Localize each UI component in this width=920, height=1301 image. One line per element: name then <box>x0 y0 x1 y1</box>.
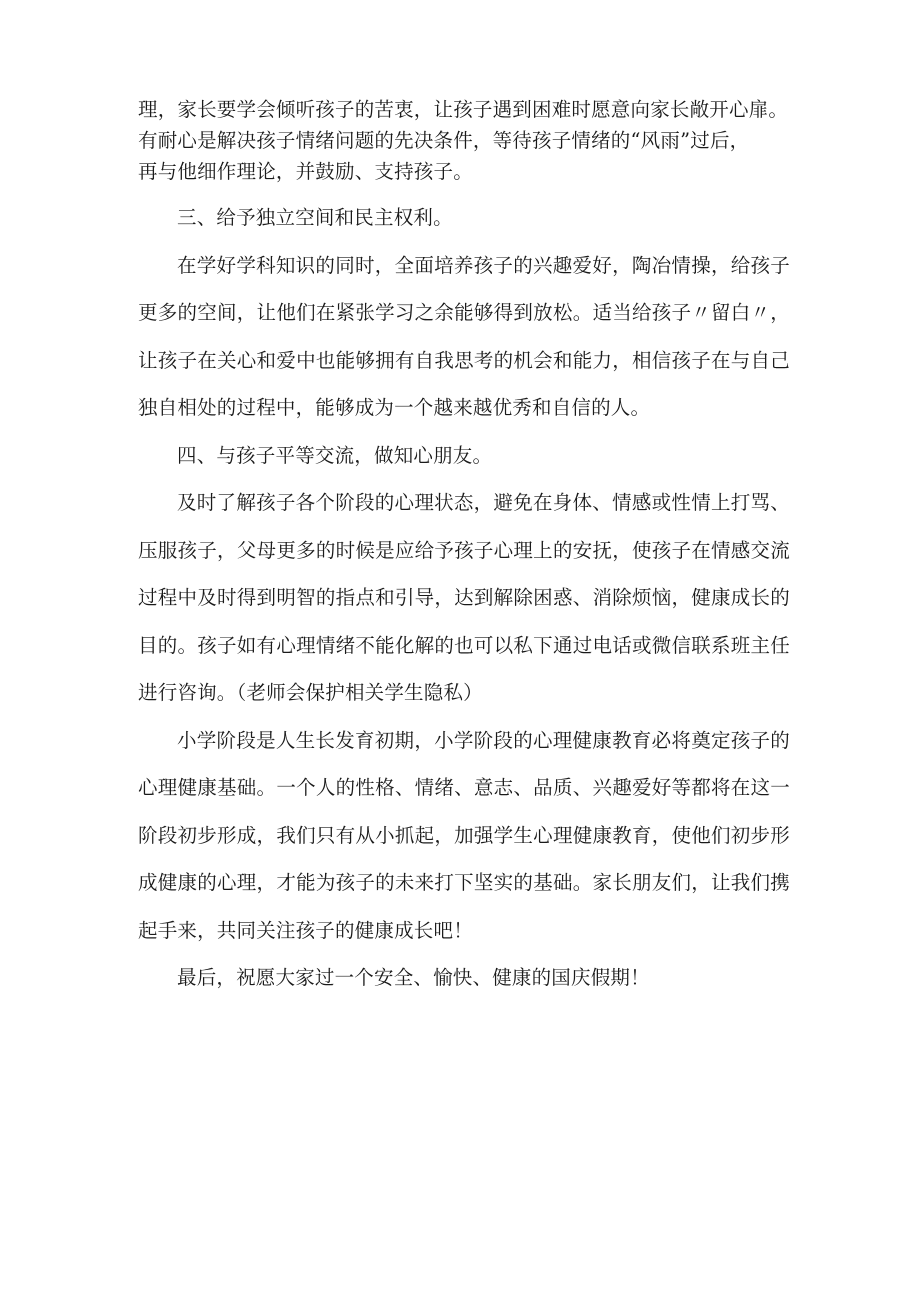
section-3-body: 在学好学科知识的同时，全面培养孩子的兴趣爱好，陶冶情操，给孩子更多的空间，让他们在紧张学习之余能够得到放松。适当给孩子〃留白〃，让孩子在关心和爱中也能够拥有自我思考的机会和能力，相信孩子在与自己独自相处的过程中，能够成为一个越来越优秀和自信的人。 <box>138 253 790 419</box>
section-3-heading: 三、给予独立空间和民主权利。 <box>177 206 453 229</box>
intro-paragraph <box>138 94 790 187</box>
intro-line: 有耐心是解决孩子情绪问题的先决条件，等待孩子情绪的“风雨”过后， <box>138 129 750 152</box>
document-body <box>138 94 790 1002</box>
intro-line: 再与他细作理论，并鼓励、支持孩子。 <box>138 160 473 183</box>
closing-paragraph: 最后，祝愿大家过一个安全、愉快、健康的国庆假期！ <box>177 966 650 989</box>
section-4-body: 及时了解孩子各个阶段的心理状态，避免在身体、情感或性情上打骂、压服孩子，父母更多的时候是应给予孩子心理上的安抚，使孩子在情感交流过程中及时得到明智的指点和引导，达到解除困惑、消除烦恼，健康成长的目的。孩子如有心理情绪不能化解的也可以私下通过电话或微信联系班主任进行咨询。（老师会保护相关学生隐私） <box>138 491 790 704</box>
summary-paragraph: 小学阶段是人生长发育初期，小学阶段的心理健康教育必将奠定孩子的心理健康基础。一个人的性格、情绪、意志、品质、兴趣爱好等都将在这一阶段初步形成，我们只有从小抓起，加强学生心理健康教育，使他们初步形成健康的心理，才能为孩子的未来打下坚实的基础。家长朋友们，让我们携起手来，共同关注孩子的健康成长吧！ <box>138 728 790 942</box>
section-4-heading: 四、与孩子平等交流，做知心朋友。 <box>177 443 493 467</box>
intro-line: 理，家长要学会倾听孩子的苦衷，让孩子遇到困难时愿意向家长敞开心扉。 <box>138 98 789 121</box>
